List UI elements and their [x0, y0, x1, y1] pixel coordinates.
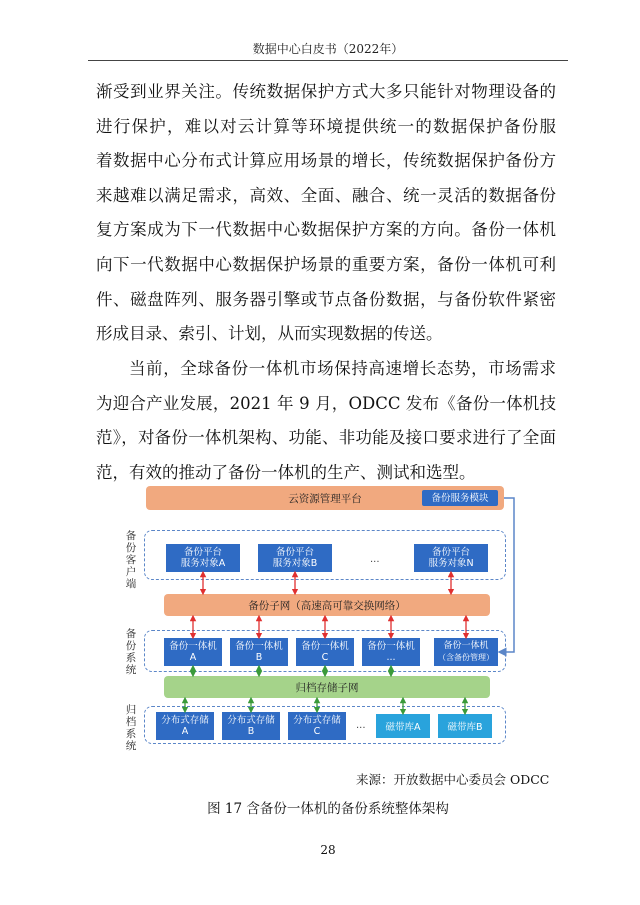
appliance-box-mgmt: 备份一体机 （含备份管理）: [434, 638, 498, 666]
storage-box-a: 分布式存储 A: [156, 712, 214, 740]
backup-subnet-bar: 备份子网（高速高可靠交换网络）: [164, 594, 490, 616]
text-line: 复方案成为下一代数据中心数据保护方案的方向。备份一体机: [96, 220, 556, 240]
client-box-n: 备份平台 服务对象N: [414, 544, 488, 572]
diagram-arrows: [118, 482, 520, 744]
figure-caption: 图 17 含备份一体机的备份系统整体架构: [207, 801, 449, 817]
system-side-label: 备份系统: [125, 628, 137, 676]
page-number: 28: [320, 843, 336, 857]
header-rule: [88, 60, 568, 61]
figure-source: 来源：开放数据中心委员会 ODCC: [356, 772, 550, 787]
tape-library-a: 磁带库A: [376, 714, 430, 738]
archive-subnet-bar: 归档存储子网: [164, 676, 490, 698]
backup-service-module: 备份服务模块: [422, 490, 498, 506]
tape-library-b: 磁带库B: [438, 714, 492, 738]
client-box-a: 备份平台 服务对象A: [166, 544, 240, 572]
text-line: 范，有效的推动了备份一体机的生产、测试和选型。: [96, 462, 476, 482]
text-line: 件、磁盘阵列、服务器引擎或节点备份数据，与备份软件紧密: [96, 289, 556, 309]
text-line: 渐受到业界关注。传统数据保护方式大多只能针对物理设备的: [96, 82, 556, 101]
storage-box-b: 分布式存储 B: [222, 712, 280, 740]
architecture-diagram: [118, 482, 520, 752]
client-side-label: 备份客户端: [125, 530, 137, 590]
appliance-box-more: 备份一体机 ...: [362, 638, 420, 666]
cloud-platform-label: 云资源管理平台: [288, 492, 362, 505]
text-line: 当前，全球备份一体机市场保持高速增长态势，市场需求: [129, 359, 556, 378]
storage-box-c: 分布式存储 C: [288, 712, 346, 740]
text-line: 形成目录、索引、计划，从而实现数据的传送。: [96, 324, 443, 344]
text-line: 为迎合产业发展，2021 年 9 月，ODCC 发布《备份一体机技: [96, 393, 556, 413]
text-line: 着数据中心分布式计算应用场景的增长，传统数据保护备份方: [96, 151, 556, 171]
service-module-link: [502, 498, 514, 652]
text-line: 向下一代数据中心数据保护场景的重要方案，备份一体机可利: [96, 254, 556, 274]
text-line: 范》，对备份一体机架构、功能、非功能及接口要求进行了全面: [96, 428, 556, 448]
client-box-b: 备份平台 服务对象B: [258, 544, 332, 572]
appliance-box-a: 备份一体机 A: [164, 638, 222, 666]
text-line: 来越难以满足需求，高效、全面、融合、统一灵活的数据备份: [96, 185, 556, 205]
client-ellipsis: ...: [370, 554, 380, 565]
paragraph-1: [96, 75, 556, 352]
archive-side-label: 归档系统: [125, 704, 137, 752]
appliance-box-b: 备份一体机 B: [230, 638, 288, 666]
paragraph-2: [96, 352, 556, 490]
text-line: 进行保护，难以对云计算等环境提供统一的数据保护备份服: [96, 116, 556, 136]
running-header: 数据中心白皮书（2022年）: [252, 42, 404, 56]
appliance-box-c: 备份一体机 C: [296, 638, 354, 666]
storage-ellipsis: ...: [356, 720, 366, 731]
